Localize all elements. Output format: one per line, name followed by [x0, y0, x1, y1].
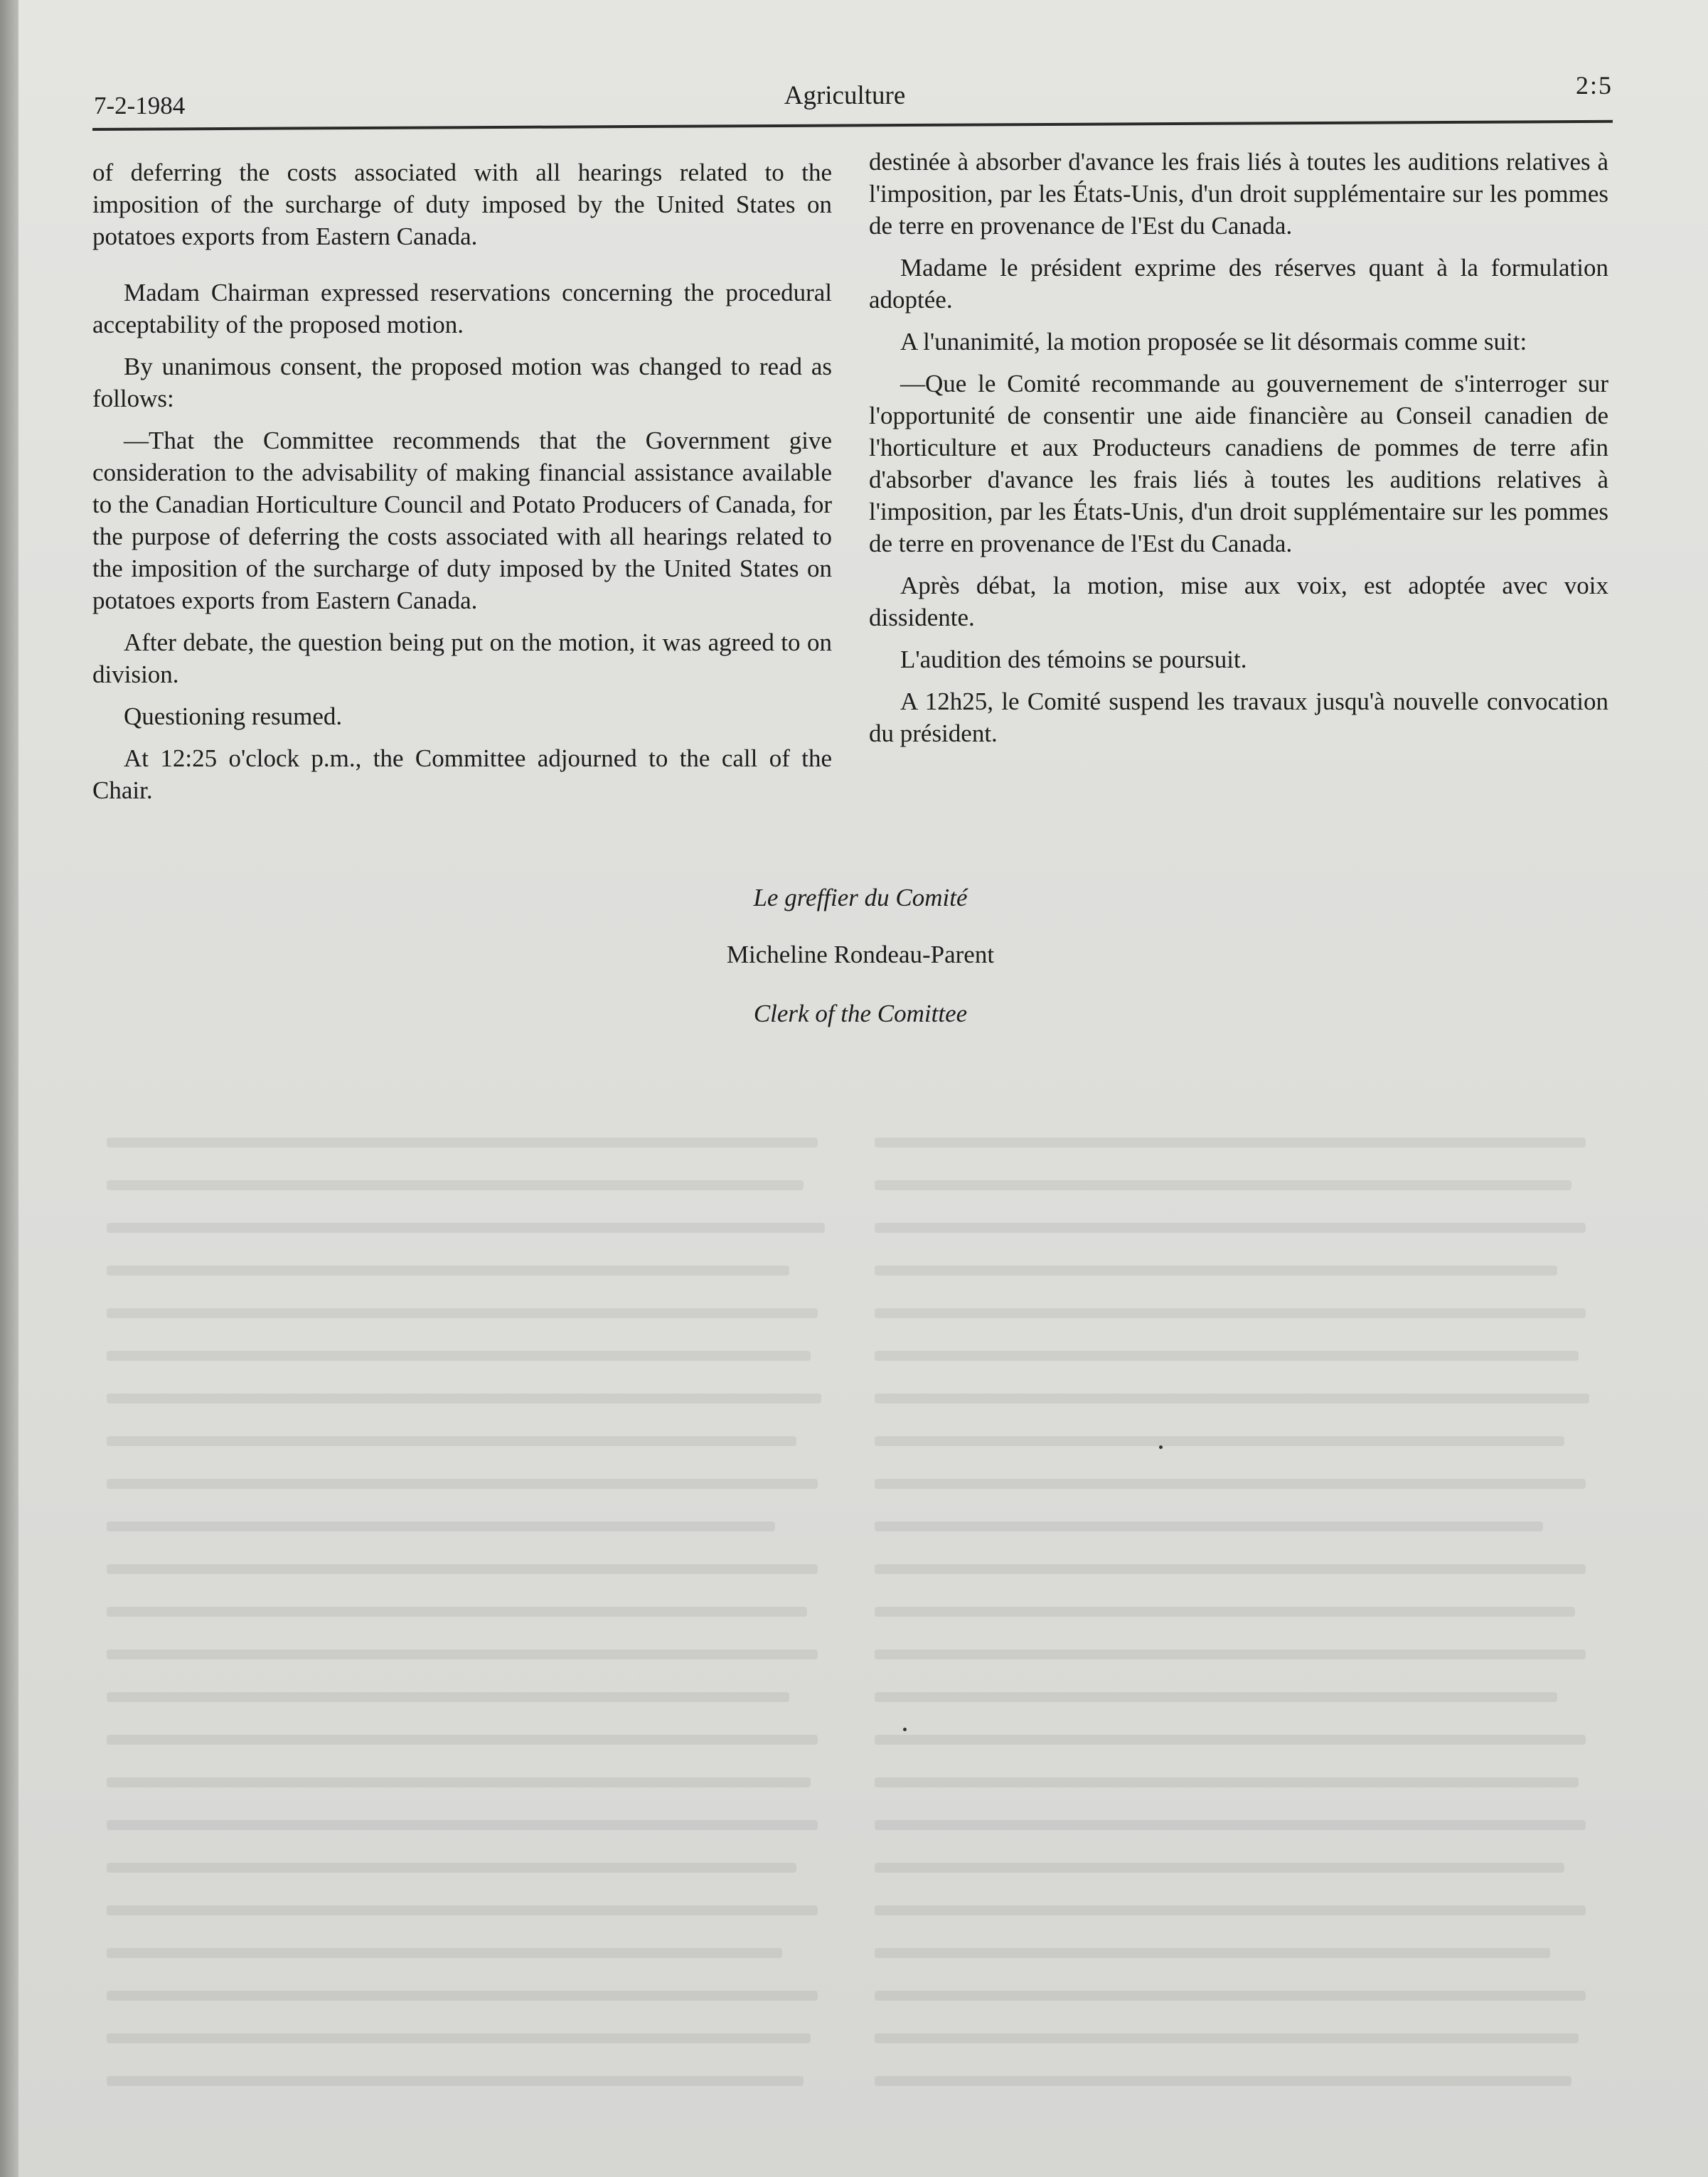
header-title: Agriculture	[784, 81, 906, 110]
fr-paragraph-6: L'audition des témoins se poursuit.	[900, 646, 1247, 673]
speck	[903, 1728, 907, 1731]
header-page-number: 2:5	[1575, 71, 1613, 100]
fr-paragraph-3: A l'unanimité, la motion proposée se lit désormais comme suit:	[900, 328, 1527, 355]
en-paragraph-5: After debate, the question being put on the motion, it was agreed to on division.	[92, 629, 832, 688]
en-paragraph-7: At 12:25 o'clock p.m., the Committee adjourned to the call of the Chair.	[92, 744, 832, 804]
fr-paragraph-4: —Que le Comité recommande au gouvernement de s'interroger sur l'opportunité de consentir une aide financière au Conseil canadien de l'horticulture et aux Producteurs canadiens de pommes de terre afin d'absorber d'avance les frais liés à toutes les auditions relatives à l'imposition, par les États-Unis, d'un droit supplémentaire sur les pommes de terre en provenance de l'Est du Canada.	[869, 370, 1608, 557]
signature-english-title: Clerk of the Comittee	[753, 1000, 968, 1027]
fr-paragraph-2: Madame le président exprime des réserves quant à la formulation adoptée.	[869, 254, 1608, 314]
fr-paragraph-7: A 12h25, le Comité suspend les travaux jusqu'à nouvelle convocation du président.	[869, 688, 1608, 747]
en-paragraph-4: —That the Committee recommends that the Government give consideration to the advisability of making financial assistance available to the Canadian Horticulture Council and Potato Producers of Canada, for the purpose of deferring the costs associated with all hearings related to the imposition of the surcharge of duty imposed by the United States on potatoes exports from Eastern Canada.	[92, 427, 832, 614]
en-paragraph-1: of deferring the costs associated with all hearings related to the imposition of the surcharge of duty imposed by the United States on potatoes exports from Eastern Canada.	[92, 159, 832, 250]
french-column	[869, 146, 1608, 759]
en-paragraph-6: Questioning resumed.	[124, 702, 343, 730]
binding-edge	[0, 0, 18, 2177]
speck	[1159, 1445, 1163, 1449]
bleed-through-texture	[107, 1109, 1614, 2133]
en-paragraph-2: Madam Chairman expressed reservations concerning the procedural acceptability of the proposed motion.	[92, 279, 832, 338]
signature-name: Micheline Rondeau-Parent	[726, 941, 995, 968]
fr-paragraph-5: Après débat, la motion, mise aux voix, est adoptée avec voix dissidente.	[869, 572, 1608, 631]
signature-french-title: Le greffier du Comité	[753, 884, 968, 911]
english-column	[92, 156, 832, 816]
header-date: 7-2-1984	[94, 92, 186, 119]
en-paragraph-3: By unanimous consent, the proposed motion was changed to read as follows:	[92, 353, 832, 412]
fr-paragraph-1: destinée à absorber d'avance les frais liés à toutes les auditions relatives à l'imposition, par les États-Unis, d'un droit supplémentaire sur les pommes de terre en provenance de l'Est du Canada.	[869, 148, 1608, 240]
